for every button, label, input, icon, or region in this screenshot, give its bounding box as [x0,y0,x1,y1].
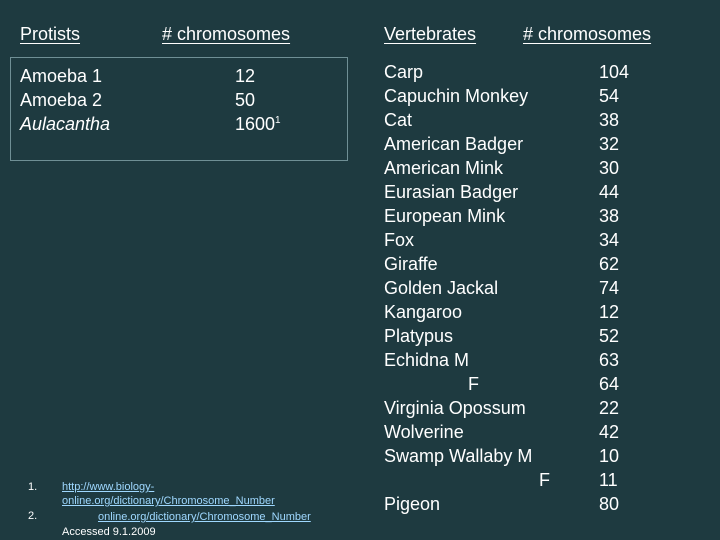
vertebrate-value: 22 [599,398,620,418]
footnote-accessed-date: Accessed 9.1.2009 [62,526,156,538]
vertebrate-name: Fox [384,230,415,250]
footnote-number-2: 2. [28,510,38,522]
vertebrate-name: Cat [384,110,413,130]
vertebrate-value: 38 [599,206,620,226]
vertebrate-value: 52 [599,326,620,346]
vertebrate-value: 74 [599,278,620,298]
vertebrate-value: 54 [599,86,620,106]
footnote-link-1-line-2[interactable]: online.org/dictionary/Chromosome_Number [62,495,275,507]
vertebrate-value: 32 [599,134,620,154]
protist-value-3: 1600 [235,114,276,134]
vertebrate-name: Eurasian Badger [384,182,519,202]
vertebrate-name: Swamp Wallaby M [384,446,533,466]
vertebrate-value: 104 [599,62,630,82]
vertebrate-values-list [599,60,645,516]
vertebrate-name: European Mink [384,206,506,226]
protist-name-1: Amoeba 1 [20,66,103,86]
vertebrate-value: 11 [599,470,618,490]
vertebrate-value: 34 [599,230,620,250]
protists-header: Protists [20,24,81,44]
protists-table [10,57,348,161]
vertebrate-name: Golden Jackal [384,278,499,298]
protist-value-1: 12 [235,66,256,86]
footnote-marker: 1 [275,115,281,126]
vertebrate-name: American Badger [384,134,524,154]
footnote-link-2[interactable]: online.org/dictionary/Chromosome_Number [98,511,311,523]
protist-name-3: Aulacantha [20,114,111,134]
vertebrates-header: Vertebrates [384,24,477,44]
vertebrate-value: 38 [599,110,620,130]
vertebrate-value: 12 [599,302,620,322]
vertebrate-name: Giraffe [384,254,438,274]
vertebrates-table [377,57,645,519]
vertebrate-value: 30 [599,158,620,178]
vertebrate-name: American Mink [384,158,504,178]
vertebrate-name: Carp [384,62,424,82]
vertebrate-name: Virginia Opossum [384,398,526,418]
protist-value-2: 50 [235,90,256,110]
protists-chromosomes-header: # chromosomes [162,24,291,44]
vertebrate-name: Capuchin Monkey [384,86,529,106]
vertebrate-value: 63 [599,350,620,370]
vertebrates-chromosomes-header: # chromosomes [523,24,652,44]
vertebrate-name: Pigeon [384,494,441,514]
footnote-number-1: 1. [28,481,38,493]
vertebrate-name: Echidna M [384,350,470,370]
vertebrate-value: 62 [599,254,620,274]
vertebrate-name: Wolverine [384,422,464,442]
vertebrate-names-list [384,60,550,516]
vertebrate-name: F [539,470,550,490]
vertebrate-name: Platypus [384,326,454,346]
vertebrate-value: 44 [599,182,620,202]
footnote-link-1-line-1[interactable]: http://www.biology- [62,481,155,493]
vertebrate-name: F [468,374,479,394]
vertebrate-name: Kangaroo [384,302,463,322]
protist-name-2: Amoeba 2 [20,90,103,110]
vertebrate-value: 10 [599,446,620,466]
vertebrate-value: 42 [599,422,620,442]
vertebrate-value: 64 [599,374,620,394]
protist-value-3-wrap [235,112,281,136]
vertebrate-value: 80 [599,494,620,514]
